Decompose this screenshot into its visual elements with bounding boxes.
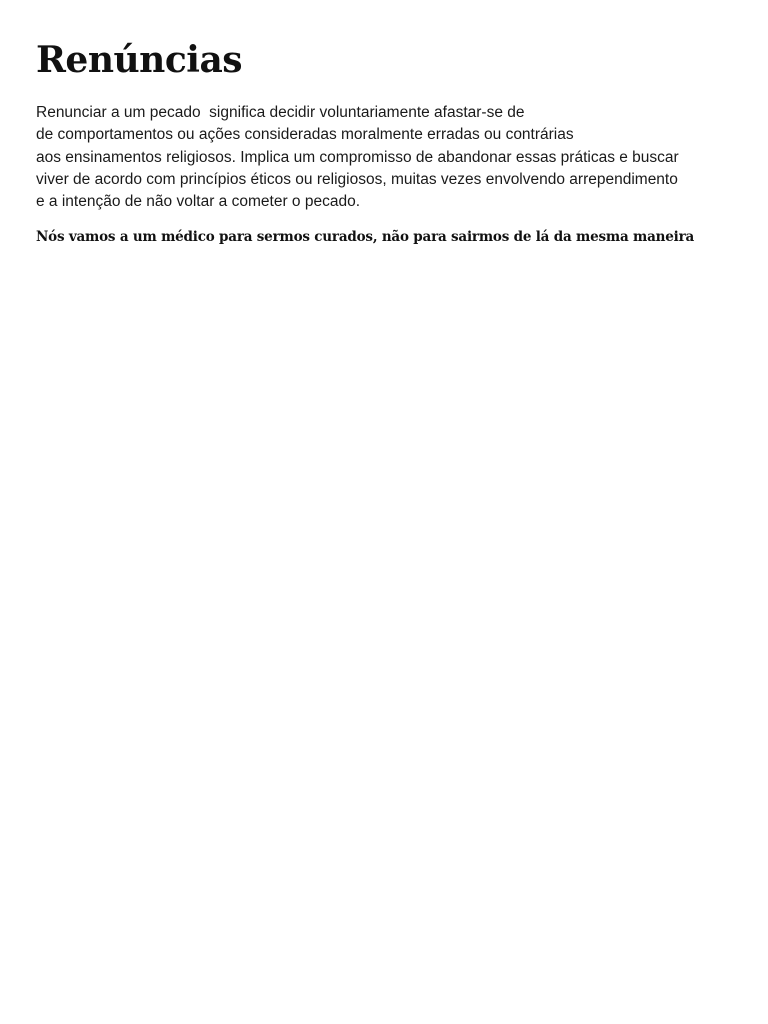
paragraph-line: de comportamentos ou ações consideradas moralmente erradas ou contrárias [36, 126, 574, 144]
body-paragraph [36, 102, 732, 213]
quote-text: Nós vamos a um médico para sermos curados, não para sairmos de lá da mesma maneira [36, 229, 695, 246]
paragraph-line: viver de acordo com princípios éticos ou religiosos, muitas vezes envolvendo arrependimento [36, 170, 678, 188]
paragraph-line: Renunciar a um pecado significa decidir voluntariamente afastar-se de [36, 104, 525, 121]
paragraph-line: e a intenção de não voltar a cometer o pecado. [36, 193, 360, 211]
page-title: Renúncias [36, 39, 243, 81]
paragraph-line: aos ensinamentos religiosos. Implica um compromisso de abandonar essas práticas e buscar [36, 148, 679, 166]
